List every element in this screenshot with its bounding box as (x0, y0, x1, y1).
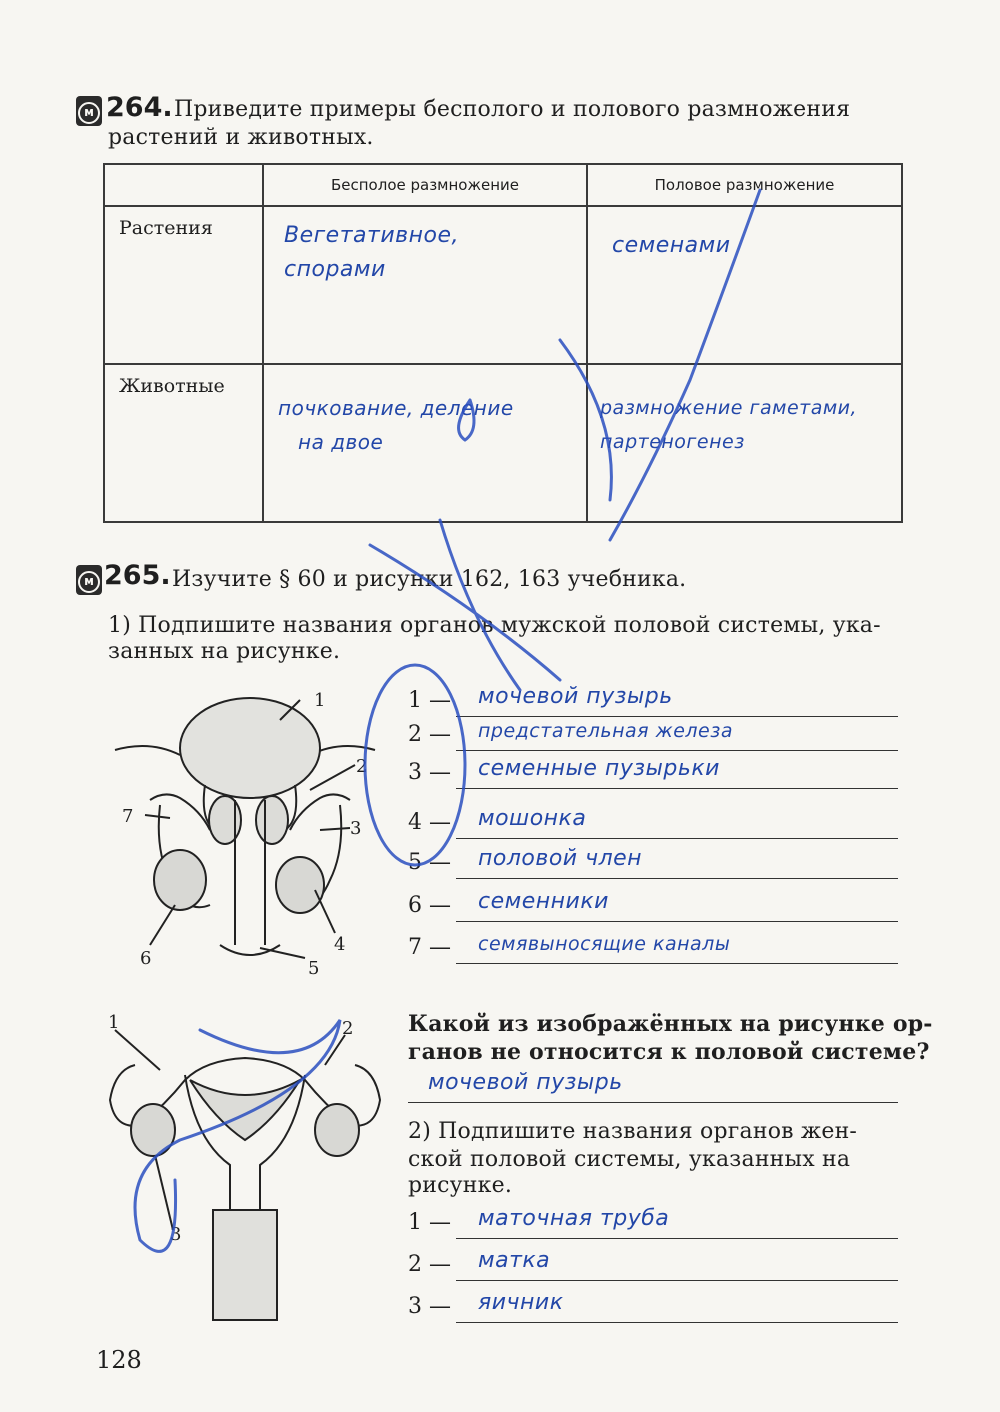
answer-animals-sexual-1: размножение гаметами, (600, 397, 858, 419)
page-number: 128 (96, 1346, 142, 1374)
male-label-row-3[interactable]: 3 — семенные пузырьки (408, 760, 898, 790)
male-answer-4: мошонка (478, 806, 587, 831)
female-label-row-3[interactable]: 3 — яичник (408, 1294, 898, 1324)
female-fig-num-2: 2 (342, 1018, 354, 1039)
reproduction-table (103, 163, 903, 523)
female-fig-num-1: 1 (108, 1012, 120, 1033)
question-answer-row[interactable] (408, 1070, 898, 1104)
part2-text-line3: рисунке. (408, 1173, 513, 1198)
task-264-number: 264. (106, 92, 173, 123)
male-answer-1: мочевой пузырь (478, 684, 673, 709)
male-label-row-6[interactable]: 6 — семенники (408, 893, 898, 923)
answer-animals-asexual-1: почкование, деление (278, 396, 514, 420)
female-answer-1: маточная труба (478, 1206, 670, 1231)
male-fig-num-3: 3 (350, 818, 362, 839)
method-badge-264: м (76, 96, 102, 126)
male-fig-num-7: 7 (122, 806, 134, 827)
row-label-animals: Животные (104, 364, 263, 522)
cell-animals-asexual[interactable] (263, 364, 587, 522)
answer-plants-asexual-2: спорами (284, 257, 386, 282)
question-line2: ганов не относится к половой системе? (408, 1039, 930, 1065)
male-fig-num-6: 6 (140, 948, 152, 969)
part2-text-line2: ской половой системы, указанных на (408, 1147, 851, 1172)
question-line1: Какой из изображённых на рисунке ор- (408, 1011, 933, 1037)
male-answer-2: предстательная железа (478, 720, 733, 742)
female-label-row-2[interactable]: 2 — матка (408, 1252, 898, 1282)
female-label-row-1[interactable]: 1 — маточная труба (408, 1210, 898, 1240)
male-answer-5: половой член (478, 846, 643, 871)
male-fig-num-5: 5 (308, 958, 320, 979)
male-answer-6: семенники (478, 889, 609, 914)
female-answer-2: матка (478, 1248, 551, 1273)
answer-animals-sexual-2: партеногенез (600, 431, 745, 453)
table-header-empty (104, 164, 263, 206)
cell-plants-asexual[interactable] (263, 206, 587, 364)
task-265-number: 265. (104, 560, 171, 591)
male-fig-num-4: 4 (334, 934, 346, 955)
table-header-asexual: Бесполое размножение (263, 164, 587, 206)
answer-animals-asexual-2: на двое (298, 430, 384, 454)
male-label-row-7[interactable]: 7 — семявыносящие каналы (408, 935, 898, 965)
part1-text-line2: занных на рисунке. (108, 639, 341, 664)
task-265-text: Изучите § 60 и рисунки 162, 163 учебника. (172, 567, 687, 592)
task-264-text-line2: растений и животных. (108, 125, 374, 150)
male-label-row-5[interactable]: 5 — половой член (408, 850, 898, 880)
part2-text-line1: 2) Подпишите названия органов жен- (408, 1119, 858, 1144)
row-label-plants: Растения (104, 206, 263, 364)
male-answer-7: семявыносящие каналы (478, 933, 731, 955)
part1-text-line1: 1) Подпишите названия органов мужской половой системы, ука- (108, 613, 881, 638)
answer-plants-sexual-1: семенами (612, 233, 731, 258)
method-badge-265: м (76, 565, 102, 595)
cell-animals-sexual[interactable] (587, 364, 902, 522)
answer-plants-asexual-1: Вегетативное, (284, 223, 459, 248)
task-264-text-line1: Приведите примеры бесполого и полового размножения (174, 97, 851, 122)
female-fig-num-3: 3 (170, 1224, 182, 1245)
table-header-sexual: Половое размножение (587, 164, 902, 206)
male-label-row-2[interactable]: 2 — предстательная железа (408, 722, 898, 752)
question-answer: мочевой пузырь (428, 1070, 623, 1095)
male-label-row-1[interactable]: 1 — мочевой пузырь (408, 688, 898, 718)
female-answer-3: яичник (478, 1290, 564, 1315)
male-label-row-4[interactable]: 4 — мошонка (408, 810, 898, 840)
male-fig-num-2: 2 (356, 756, 368, 777)
female-reproductive-figure (95, 1010, 395, 1330)
male-fig-num-1: 1 (314, 690, 326, 711)
male-answer-3: семенные пузырьки (478, 756, 720, 781)
cell-plants-sexual[interactable] (587, 206, 902, 364)
